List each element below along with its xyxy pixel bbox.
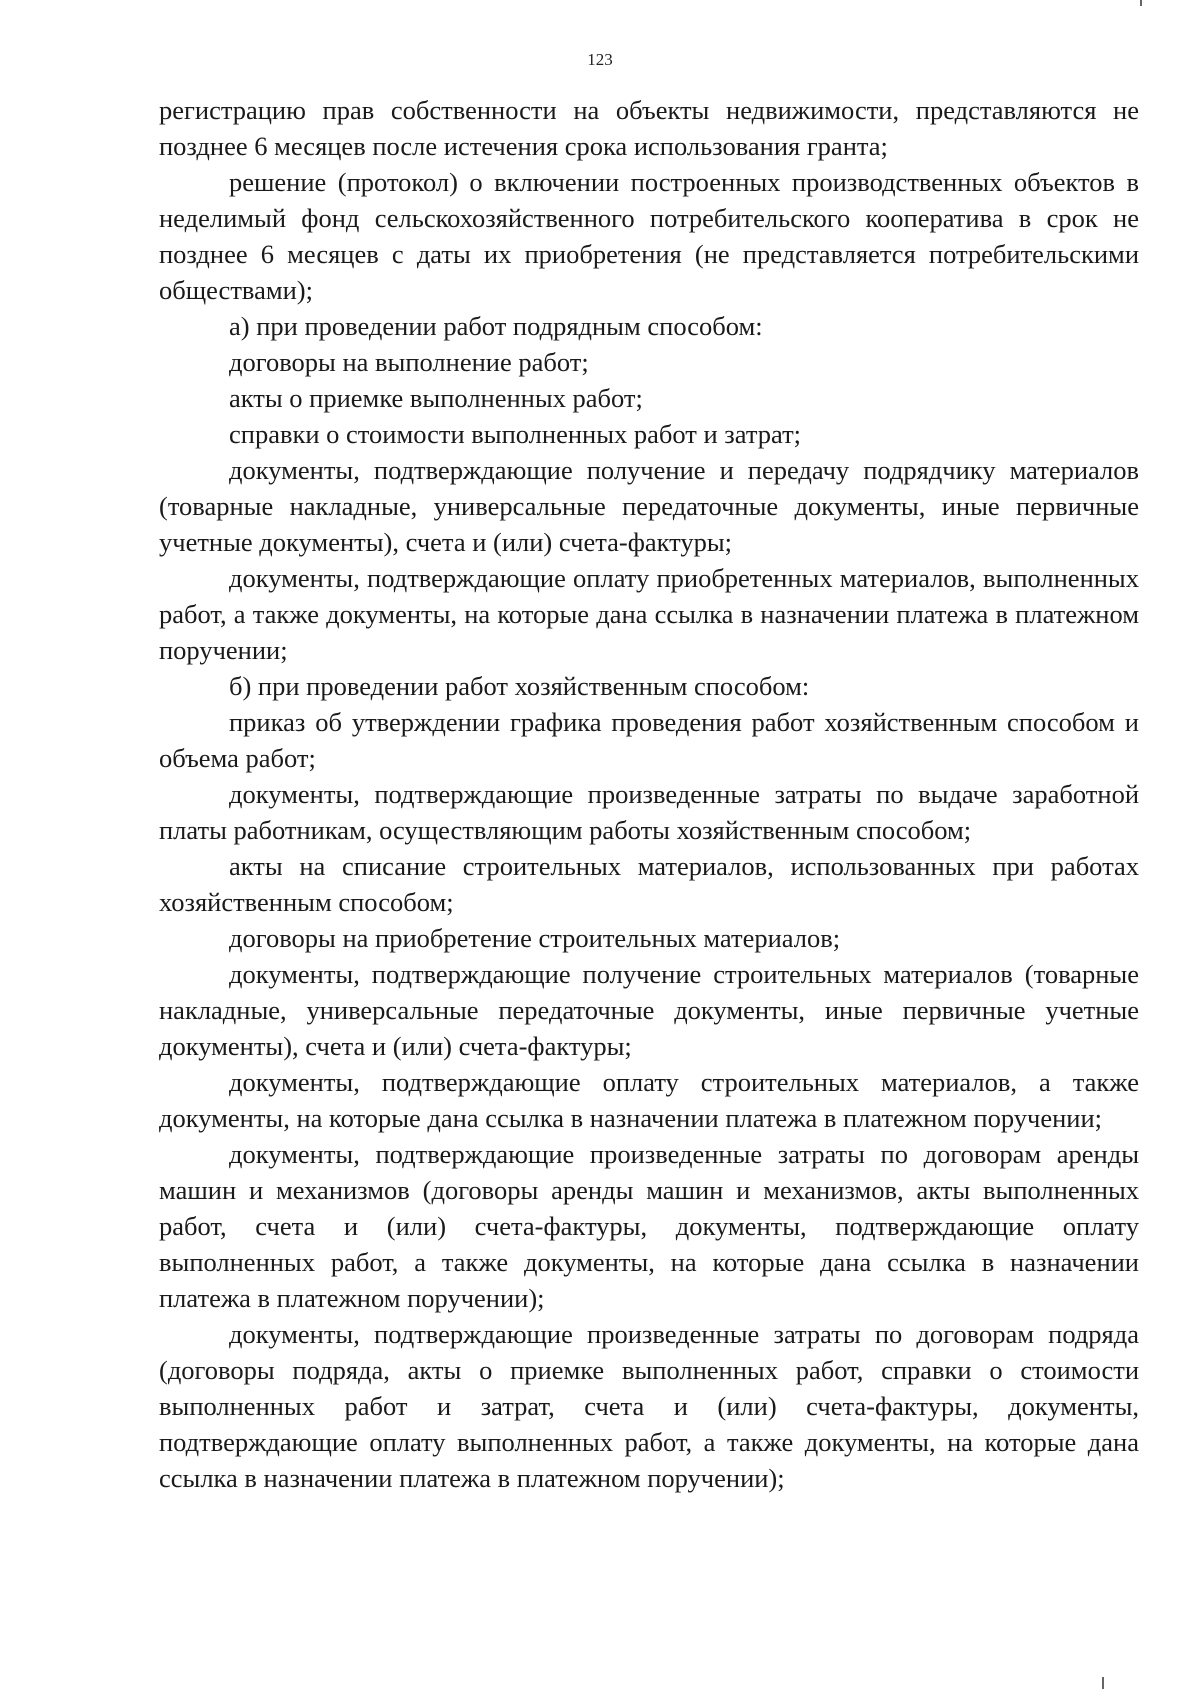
- list-item: приказ об утверждении графика проведения работ хозяйственным способом и объема работ;: [159, 707, 1139, 773]
- list-item: документы, подтверждающие произведенные затраты по договорам аренды машин и механизмов (договоры аренды машин и механизмов, акты выполненных работ, счета и (или) счета-фактуры, документы, подтверждающие оплату выполненных работ, а также документы, на которые дана ссылка в назначении платежа в платежном поручении);: [159, 1139, 1139, 1313]
- list-item: документы, подтверждающие получение строительных материалов (товарные накладные, универсальные передаточные документы, иные первичные учетные документы), счета и (или) счета-фактуры;: [159, 959, 1139, 1061]
- scan-mark-bottom-right: [1102, 1677, 1104, 1689]
- list-item: документы, подтверждающие произведенные затраты по выдаче заработной платы работникам, осуществляющим работы хозяйственным способом;: [159, 779, 1139, 845]
- list-item: акты на списание строительных материалов, использованных при работах хозяйственным способом;: [159, 851, 1139, 917]
- list-item: договоры на приобретение строительных материалов;: [229, 923, 841, 953]
- page-number: 123: [587, 50, 613, 69]
- list-item: справки о стоимости выполненных работ и затрат;: [229, 419, 802, 449]
- paragraph-continuation: регистрацию прав собственности на объекты недвижимости, представляются не позднее 6 месяцев после истечения срока использования гранта;: [159, 95, 1139, 161]
- list-item: документы, подтверждающие оплату строительных материалов, а также документы, на которые дана ссылка в назначении платежа в платежном поручении;: [159, 1067, 1139, 1133]
- paragraph: решение (протокол) о включении построенных производственных объектов в неделимый фонд сельскохозяйственного потребительского кооператива в срок не позднее 6 месяцев с даты их приобретения (не представляется потребительскими обществами);: [159, 167, 1139, 305]
- list-item: акты о приемке выполненных работ;: [229, 383, 643, 413]
- scan-mark-top-right: [1140, 0, 1142, 6]
- body-text: [159, 92, 1139, 1496]
- list-item: документы, подтверждающие произведенные затраты по договорам подряда (договоры подряда, акты о приемке выполненных работ, справки о стоимости выполненных работ и затрат, счета и (или) счета-фактуры, документы, подтверждающие оплату выполненных работ, а также документы, на которые дана ссылка в назначении платежа в платежном поручении);: [159, 1319, 1139, 1493]
- paragraph-subheading-a: а) при проведении работ подрядным способом:: [229, 311, 763, 341]
- paragraph-subheading-b: б) при проведении работ хозяйственным способом:: [229, 671, 810, 701]
- list-item: договоры на выполнение работ;: [229, 347, 589, 377]
- list-item: документы, подтверждающие получение и передачу подрядчику материалов (товарные накладные, универсальные передаточные документы, иные первичные учетные документы), счета и (или) счета-фактуры;: [159, 455, 1139, 557]
- list-item: документы, подтверждающие оплату приобретенных материалов, выполненных работ, а также документы, на которые дана ссылка в назначении платежа в платежном поручении;: [159, 563, 1139, 665]
